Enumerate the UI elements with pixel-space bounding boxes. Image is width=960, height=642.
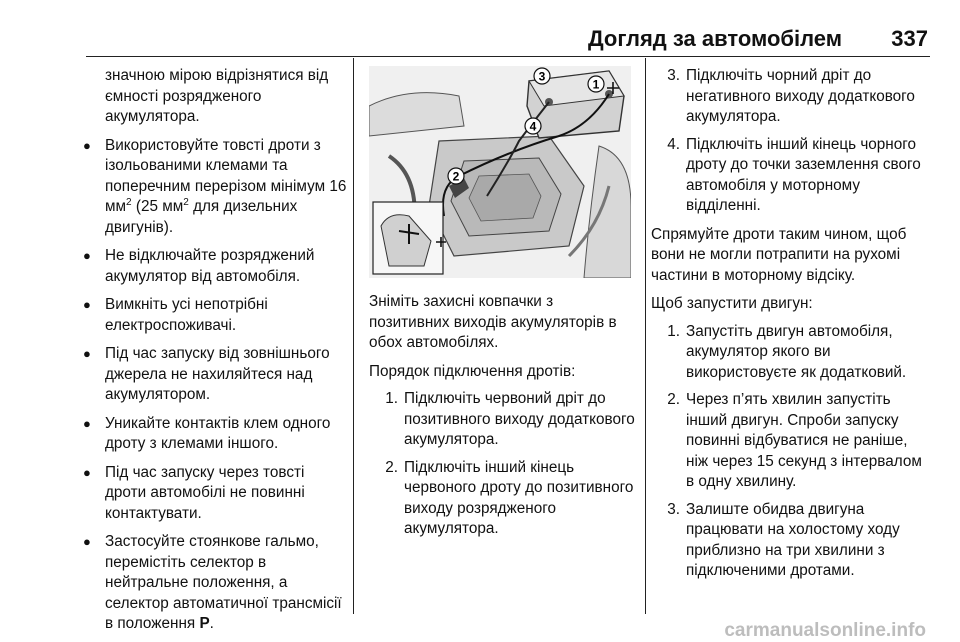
header-divider xyxy=(86,56,930,57)
bullet-text: Під час запуску через товсті дроти автомобілі не повинні контактувати. xyxy=(105,463,305,522)
svg-text:4: 4 xyxy=(529,119,537,134)
bullet-text: Уникайте контактів клем одного дроту з клемами іншого. xyxy=(105,414,331,452)
step-number: 3. xyxy=(667,500,680,518)
step-text: Запустіть двигун автомобіля, акумулятор якого ви використовуєте як додатковий. xyxy=(686,322,907,381)
continued-text: значною мірою відрізнятися від ємності розрядженого акумулятора. xyxy=(105,67,329,125)
page-title: Догляд за автомобілем xyxy=(587,26,842,51)
list-item xyxy=(651,135,933,217)
bullet-text: Під час запуску від зовнішнього джерела не нахиляйтеся над акумулятором. xyxy=(105,345,330,403)
figure-caption: Зніміть захисні ковпачки з позитивних виходів акумуляторів в обох автомобілях. xyxy=(369,293,617,351)
bullet-icon: ● xyxy=(83,534,91,549)
callout-1 xyxy=(588,76,604,92)
step-text: Залиште обидва двигуна працювати на холостому ходу приблизно на три хвилини з підключеними дротами. xyxy=(686,500,900,579)
column-3 xyxy=(651,66,933,582)
step-number: 3. xyxy=(667,67,680,84)
step-text: Підключіть інший кінець червоного дроту до позитивного виходу розрядженого акумулятора. xyxy=(404,458,634,537)
step-text: Через п’ять хвилин запустіть інший двигун. Спроби запуску повинні відбуватися не раніше, ніж через 15 секунд з інтервалом в одну хвилину. xyxy=(686,391,922,490)
bullet-text: Застосуйте стоянкове гальмо, перемістіть селектор в нейтральне положення, а селектор автоматичної трансмісії в положення xyxy=(105,533,342,632)
list-item xyxy=(651,66,933,128)
bullet-icon: ● xyxy=(83,464,91,480)
svg-text:1: 1 xyxy=(592,77,600,92)
column-divider-right xyxy=(645,58,646,614)
battery-jump-diagram xyxy=(369,66,631,278)
list-item xyxy=(83,414,347,455)
step-number: 4. xyxy=(667,135,680,153)
column-1 xyxy=(83,66,347,635)
order-title: Порядок підключення дротів: xyxy=(369,362,576,380)
list-item xyxy=(83,246,347,287)
watermark: carmanualsonline.info xyxy=(724,620,926,641)
start-title: Щоб запустити двигун: xyxy=(651,295,813,312)
bullet-text-end: для дизельних двигунів). xyxy=(105,198,298,236)
list-item xyxy=(83,344,347,406)
gear-position: P xyxy=(199,615,210,632)
bullet-icon: ● xyxy=(83,137,91,153)
list-item xyxy=(369,389,635,451)
svg-text:3: 3 xyxy=(538,69,546,84)
bullet-text-mid: (25 мм xyxy=(131,198,184,215)
step-text: Підключіть червоний дріт до позитивного виходу додаткового акумулятора. xyxy=(404,390,635,448)
bullet-icon: ● xyxy=(83,346,91,361)
list-item xyxy=(83,295,347,336)
page-header xyxy=(0,0,960,60)
list-item xyxy=(369,458,635,540)
bullet-icon: ● xyxy=(83,297,91,312)
bullet-icon: ● xyxy=(83,415,91,431)
column-2 xyxy=(369,66,635,540)
superscript: 2 xyxy=(183,196,189,208)
callout-2 xyxy=(448,168,464,184)
column-divider-left xyxy=(353,58,354,614)
step-text: Підключіть інший кінець чорного дроту до точки заземлення свого автомобіля у моторному відділенні. xyxy=(686,135,921,214)
step-number: 2. xyxy=(667,391,680,408)
step-text: Підключіть чорний дріт до негативного виходу додаткового акумулятора. xyxy=(686,67,915,125)
step-number: 1. xyxy=(385,390,398,407)
svg-text:2: 2 xyxy=(452,169,460,184)
bullet-text: Вимкніть усі непотрібні електроспоживачі. xyxy=(105,296,268,334)
engine-bay-illustration xyxy=(369,66,631,278)
bullet-text: Не відключайте розряджений акумулятор від автомобіля. xyxy=(105,247,315,285)
bullet-icon: ● xyxy=(83,248,91,263)
step-number: 2. xyxy=(385,458,398,476)
list-item xyxy=(651,390,933,493)
routing-note: Спрямуйте дроти таким чином, щоб вони не могли потрапити на рухомі частини в моторному відсіку. xyxy=(651,225,907,284)
list-item xyxy=(651,322,933,384)
callout-3 xyxy=(534,68,550,84)
step-number: 1. xyxy=(667,322,680,340)
page-number: 337 xyxy=(891,26,928,51)
list-item xyxy=(83,136,347,239)
callout-4 xyxy=(525,118,541,134)
superscript: 2 xyxy=(126,196,132,208)
list-item xyxy=(651,500,933,582)
bullet-text: Використовуйте товсті дроти з ізольованими клемами та поперечним перерізом мінімум 16 мм xyxy=(105,136,347,215)
bullet-text-end: . xyxy=(209,615,214,632)
list-item xyxy=(83,463,347,525)
